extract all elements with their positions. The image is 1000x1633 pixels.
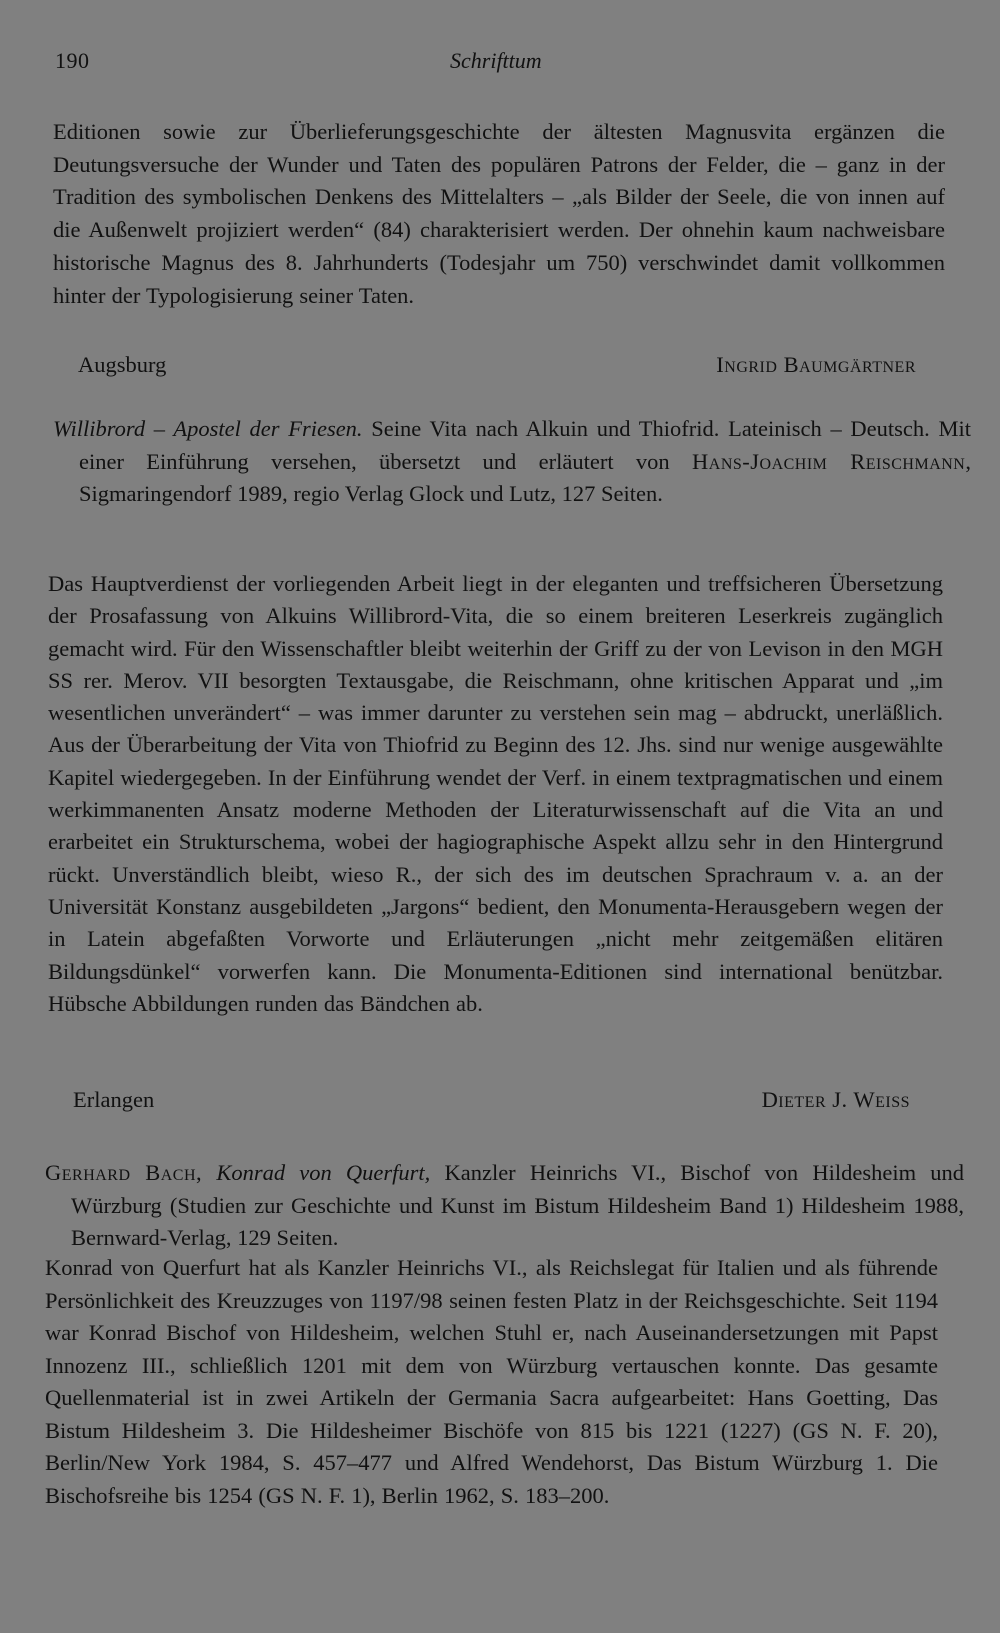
book-title: Willibrord – Apostel der Friesen. xyxy=(53,416,363,441)
review-signature xyxy=(73,1085,910,1115)
reviewer-place: Augsburg xyxy=(78,352,167,377)
bibliographic-entry xyxy=(53,413,971,511)
page-number: 190 xyxy=(55,48,90,73)
bibliographic-entry xyxy=(45,1157,964,1255)
page-header xyxy=(55,48,945,80)
bib-details: Kanzler Heinrichs VI., Bischof von Hildesheim und Würzburg (Studien zur Geschichte und Kunst im Bistum Hildesheim Band 1) Hildesheim 1988, Bernward-Verlag, 129 Seiten. xyxy=(71,1160,965,1250)
reviewer-place: Erlangen xyxy=(73,1087,155,1112)
bib-details: Seine Vita nach Alkuin und Thiofrid. Lateinisch – Deutsch. Mit einer Einführung versehen, übersetzt und erläutert von xyxy=(79,416,971,474)
book-author: Gerhard Bach, xyxy=(45,1160,203,1185)
reviewer-name: Dieter J. Weiss xyxy=(761,1087,910,1112)
review-signature xyxy=(78,350,916,380)
running-head: Schrifttum xyxy=(450,48,542,73)
review-text: Konrad von Querfurt hat als Kanzler Heinrichs VI., als Reichslegat für Italien und als führende Persönlichkeit des Kreuzzuges von 1197/98 seinen festen Platz in der Reichsgeschichte. Seit 1194 war Konrad Bischof von Hildesheim, welchen Stuhl er, nach Auseinandersetzungen mit Papst Innozenz III., schließlich 1201 mit dem von Würzburg vertauschen konnte. Das gesamte Quellenmaterial ist in zwei Artikeln der Germania Sacra aufgearbeitet: Hans Goetting, Das Bistum Hildesheim 3. Die Hildesheimer Bischöfe von 815 bis 1221 (1227) (GS N. F. 20), Berlin/New York 1984, S. 457–477 und Alfred Wendehorst, Das Bistum Würzburg 1. Die Bischofsreihe bis 1254 (GS N. F. 1), Berlin 1962, S. 183–200. xyxy=(45,1255,938,1508)
review-continuation-text: Editionen sowie zur Überlieferungsgeschichte der ältesten Magnusvita ergänzen die Deutungsversuche der Wunder und Taten des populären Patrons der Felder, die – ganz in der Tradition des symbolischen Denkens des Mittelalters – „als Bilder der Seele, die von innen auf die Außenwelt projiziert werden“ (84) charakterisiert werden. Der ohnehin kaum nachweisbare historische Magnus des 8. Jahrhunderts (Todesjahr um 750) verschwindet damit vollkommen hinter der Typologisierung seiner Taten. xyxy=(53,119,945,308)
book-editor: Hans-Joachim Reischmann xyxy=(692,448,966,474)
reviewer-name: Ingrid Baumgärtner xyxy=(716,352,916,377)
book-title: Konrad von Querfurt, xyxy=(216,1160,431,1185)
review-text: Das Hauptverdienst der vorliegenden Arbeit liegt in der eleganten und treffsicheren Übersetzung der Prosafassung von Alkuins Willibrord-Vita, die so einem breiteren Leserkreis zugänglich gemacht wird. Für den Wissenschaftler bleibt weiterhin der Griff zu der von Levison in den MGH SS rer. Merov. VII besorgten Textausgabe, die Reischmann, ohne kritischen Apparat und „im wesentlichen unverändert“ – was immer darunter zu verstehen sein mag – abdruckt, unerläßlich. Aus der Überarbeitung der Vita von Thiofrid zu Beginn des 12. Jhs. sind nur wenige ausgewählte Kapitel wiedergegeben. In der Einführung wendet der Verf. in einem textpragmatischen und einem werkimmanenten Ansatz moderne Methoden der Literaturwissenschaft auf die Vita an und erarbeitet ein Strukturschema, wobei der hagiographische Aspekt allzu sehr in den Hintergrund rückt. Unverständlich bleibt, wieso R., der sich des im deutschen Sprachraum v. a. an der Universität Konstanz ausgebildeten „Jargons“ bedient, den Monumenta-Herausgebern wegen der in Latein abgefaßten Vorworte und Erläuterungen „nicht mehr zeitgemäßen elitären Bildungsdünkel“ vorwerfen kann. Die Monumenta-Editionen sind international benützbar. Hübsche Abbildungen runden das Bändchen ab. xyxy=(48,571,943,1016)
bib-publication: , Sigmaringendorf 1989, regio Verlag Glock und Lutz, 127 Seiten. xyxy=(79,448,971,506)
